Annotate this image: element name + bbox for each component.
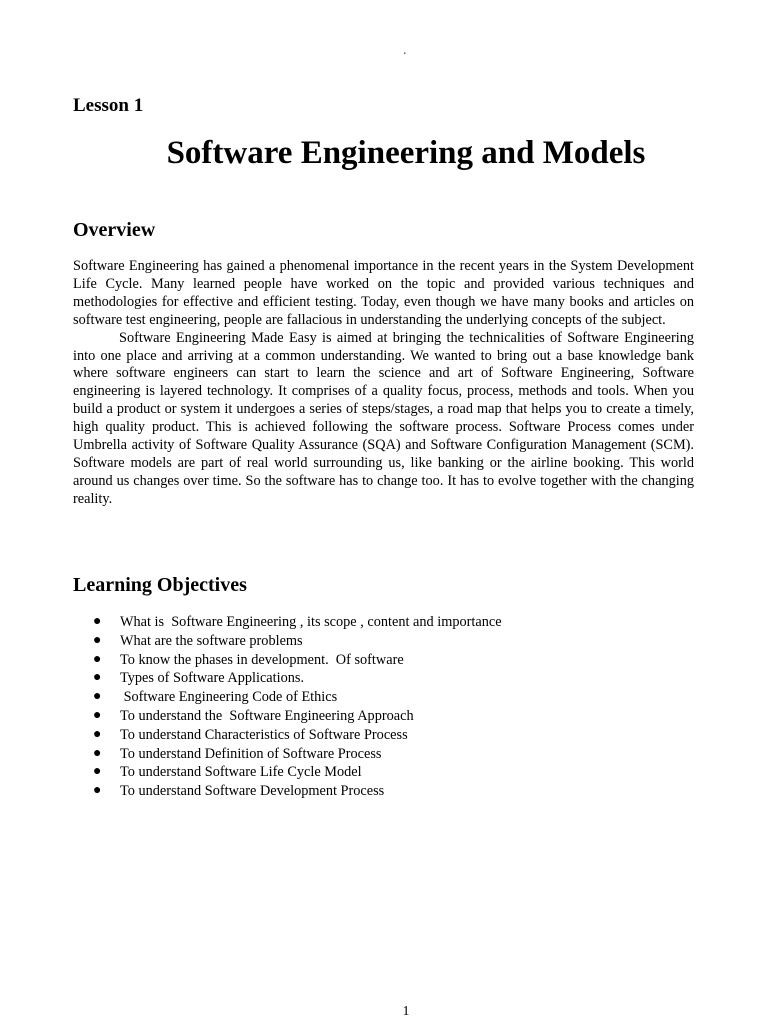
list-item	[93, 726, 502, 745]
lesson-label: Lesson 1	[73, 95, 144, 116]
list-item-text: To understand the Software Engineering Approach	[120, 707, 414, 724]
page-title: Software Engineering and Models	[166, 135, 646, 171]
list-item-text: To understand Software Development Process	[120, 783, 385, 800]
overview-heading: Overview	[73, 219, 156, 241]
list-item	[93, 782, 502, 801]
bullet-icon: ●	[93, 614, 102, 629]
list-item-text: Software Engineering Code of Ethics	[120, 689, 338, 706]
list-item	[93, 669, 502, 688]
list-item-text: To understand Software Life Cycle Model	[120, 764, 362, 781]
learning-objectives-list	[93, 613, 502, 801]
list-item	[93, 613, 502, 632]
bullet-icon: ●	[93, 745, 102, 761]
page-number: 1	[402, 1004, 410, 1019]
bullet-icon: ●	[93, 707, 102, 723]
overview-body	[73, 258, 694, 509]
list-item-text: What is Software Engineering , its scope , content and importance	[120, 614, 502, 630]
list-item-text: To know the phases in development. Of software	[120, 651, 404, 668]
list-item-text: To understand Definition of Software Process	[120, 745, 382, 762]
list-item-text: Types of Software Applications.	[120, 670, 305, 687]
bullet-icon: ●	[93, 651, 102, 667]
bullet-icon: ●	[93, 783, 102, 799]
bullet-icon: ●	[93, 689, 102, 705]
learning-objectives-heading: Learning Objectives	[73, 574, 247, 596]
bullet-icon: ●	[93, 726, 102, 742]
bullet-icon: ●	[93, 670, 102, 686]
list-item-text: What are the software problems	[120, 632, 303, 649]
list-item	[93, 651, 502, 670]
overview-paragraph-2: Software Engineering Made Easy is aimed at bringing the technicalities of Software Engineering into one place and arriving at a common understanding. We wanted to bring out a base knowledge bank where software engineers can start to learn the science and art of Software Engineering, Software engineering is layered technology. It comprises of a quality focus, process, methods and tools. When you build a product or system it undergoes a series of steps/stages, a road map that helps you to create a timely, high quality product. This is achieved following the software process. Software Process comes under Umbrella activity of Software Quality Assurance (SQA) and Software Configuration Management (SCM). Software models are part of real world surrounding us, like banking or the airline booking. This world around us changes over time. So the software has to change too. It has to evolve together with the changing reality.	[73, 329, 694, 507]
list-item	[93, 707, 502, 726]
list-item	[93, 763, 502, 782]
bullet-icon: ●	[93, 764, 102, 780]
bullet-icon: ●	[93, 632, 102, 648]
list-item	[93, 632, 502, 651]
list-item	[93, 745, 502, 764]
header-mark: .	[403, 43, 407, 58]
list-item	[93, 688, 502, 707]
overview-paragraph-1: Software Engineering has gained a phenomenal importance in the recent years in the System Development Life Cycle. Many learned people have worked on the topic and provided various techniques and methodologies for effective and efficient testing. Today, even though we have many books and articles on software test engineering, people are fallacious in understanding the underlying concepts of the subject.	[73, 258, 694, 328]
list-item-text: To understand Characteristics of Software Process	[120, 726, 408, 743]
